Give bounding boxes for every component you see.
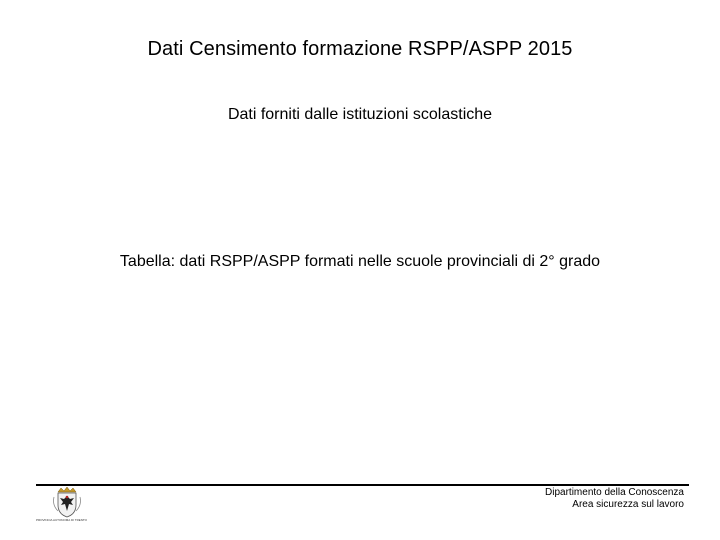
page-title: Dati Censimento formazione RSPP/ASPP 2015 bbox=[147, 38, 573, 60]
footer-credits bbox=[545, 487, 684, 511]
table-caption: Tabella: dati RSPP/ASPP formati nelle scuole provinciali di 2° grado bbox=[119, 253, 601, 270]
area-name: Area sicurezza sul lavoro bbox=[572, 499, 684, 510]
logo-caption: PROVINCIA AUTONOMA DI TRENTO bbox=[36, 518, 88, 522]
department-name: Dipartimento della Conoscenza bbox=[545, 487, 684, 498]
footer-divider bbox=[36, 484, 689, 486]
page-subtitle: Dati forniti dalle istituzioni scolastiche bbox=[227, 106, 493, 123]
